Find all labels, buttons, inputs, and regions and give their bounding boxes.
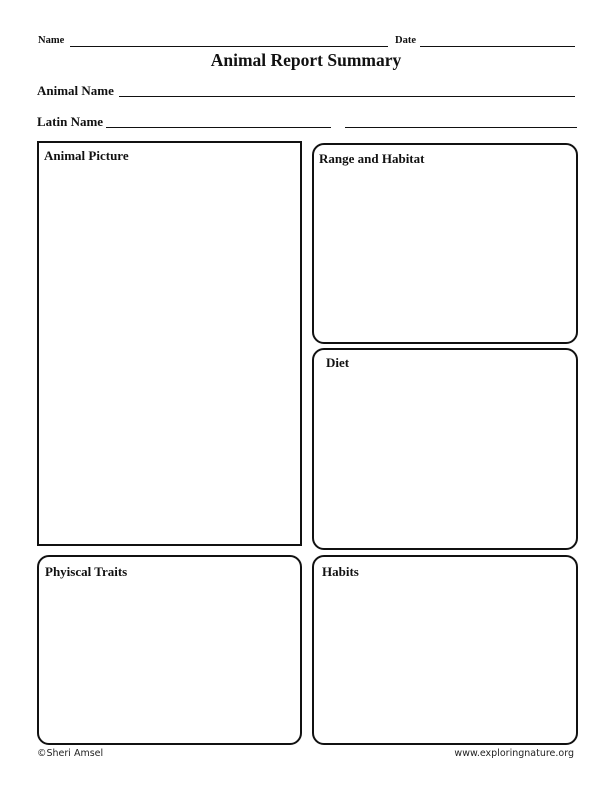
diet-box[interactable] (312, 348, 578, 550)
animal-picture-label: Animal Picture (44, 148, 129, 163)
physical-traits-box[interactable] (37, 555, 302, 745)
latin-name-field-2[interactable] (345, 127, 577, 128)
date-label: Date (395, 35, 416, 46)
animal-picture-box[interactable] (37, 141, 302, 546)
range-habitat-box[interactable] (312, 143, 578, 344)
name-field[interactable] (70, 46, 388, 47)
date-field[interactable] (420, 46, 575, 47)
page-title: Animal Report Summary (210, 50, 402, 70)
physical-traits-label: Phyiscal Traits (45, 564, 128, 579)
animal-name-field[interactable] (119, 96, 575, 97)
habits-box[interactable] (312, 555, 578, 745)
animal-name-label: Animal Name (37, 83, 114, 98)
name-label: Name (38, 35, 65, 46)
range-habitat-label: Range and Habitat (319, 151, 425, 166)
copyright-text: ©Sheri Amsel (37, 748, 104, 759)
habits-label: Habits (322, 564, 359, 579)
latin-name-field[interactable] (106, 127, 331, 128)
latin-name-label: Latin Name (37, 114, 104, 129)
diet-label: Diet (326, 355, 350, 370)
website-text: www.exploringnature.org (454, 748, 574, 759)
